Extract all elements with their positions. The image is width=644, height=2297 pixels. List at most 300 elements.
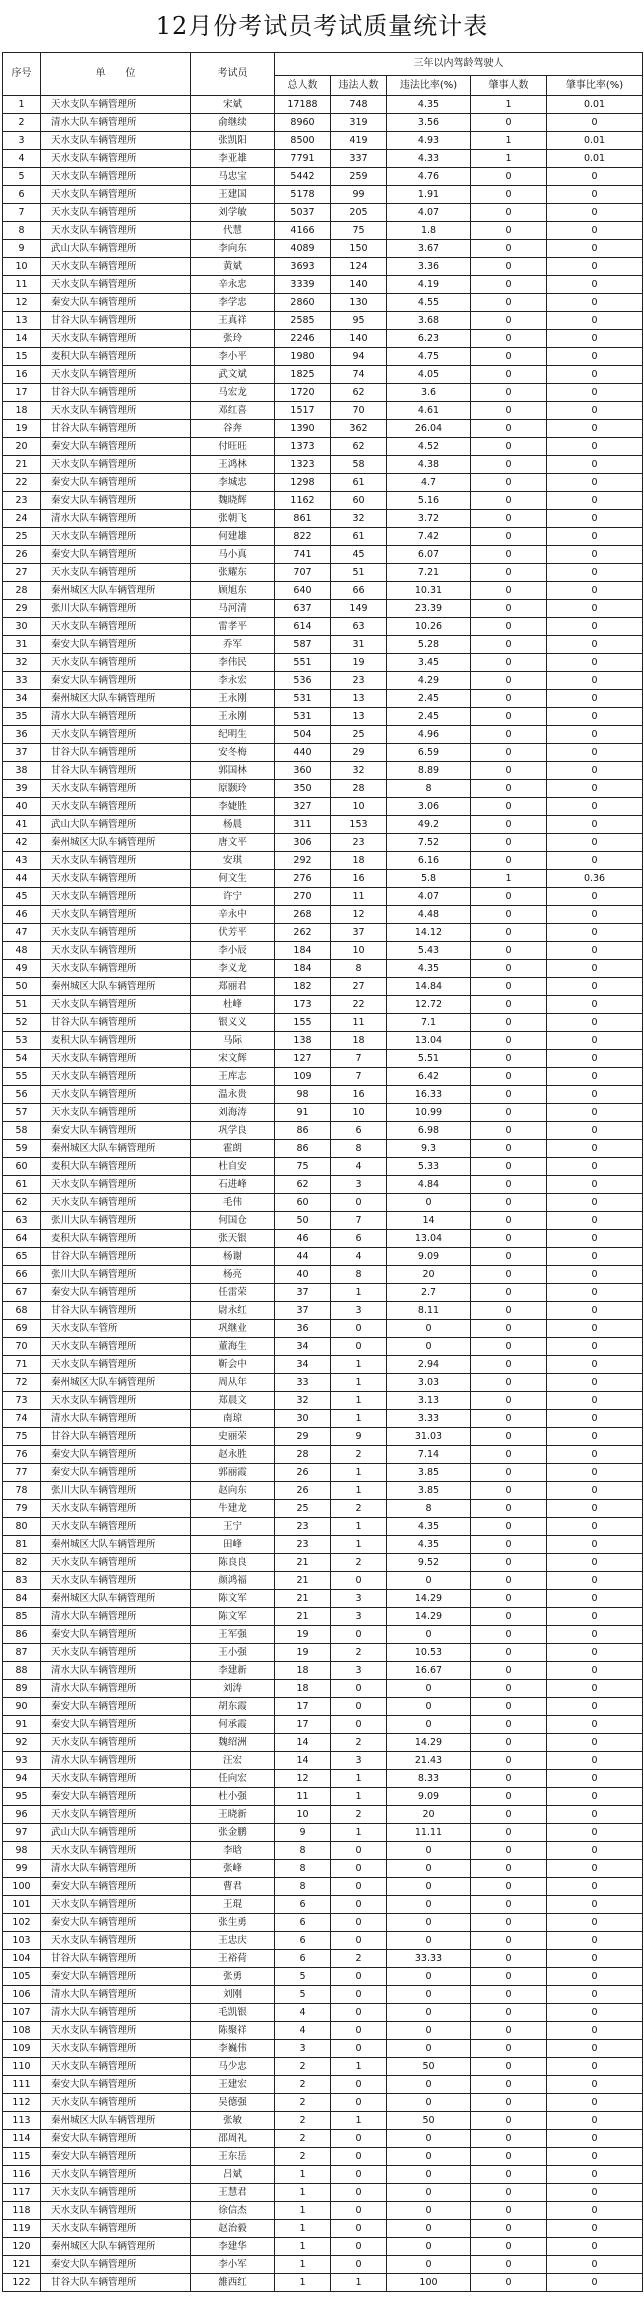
cell-accident-count: 0 — [471, 2040, 547, 2058]
table-row — [3, 474, 643, 492]
cell-seq: 110 — [3, 2058, 41, 2076]
table-row — [3, 1968, 643, 1986]
cell-accident-count: 0 — [471, 582, 547, 600]
cell-violators: 74 — [331, 366, 387, 384]
cell-accident-count: 0 — [471, 240, 547, 258]
cell-violators: 0 — [331, 1626, 387, 1644]
cell-seq: 44 — [3, 870, 41, 888]
cell-accident-rate: 0 — [547, 852, 643, 870]
cell-total: 861 — [275, 510, 331, 528]
cell-accident-rate: 0 — [547, 960, 643, 978]
cell-violation-rate: 0 — [387, 2004, 471, 2022]
cell-examiner: 张玲 — [191, 330, 275, 348]
cell-violation-rate: 7.52 — [387, 834, 471, 852]
cell-examiner: 张朝飞 — [191, 510, 275, 528]
cell-unit: 天水支队车辆管理所 — [41, 726, 191, 744]
table-row — [3, 1554, 643, 1572]
cell-total: 1323 — [275, 456, 331, 474]
cell-total: 350 — [275, 780, 331, 798]
cell-examiner: 王忠庆 — [191, 1932, 275, 1950]
cell-violators: 1 — [331, 2274, 387, 2292]
cell-accident-rate: 0 — [547, 1284, 643, 1302]
cell-examiner: 陈良良 — [191, 1554, 275, 1572]
cell-examiner: 王永刚 — [191, 690, 275, 708]
cell-accident-rate: 0.01 — [547, 150, 643, 168]
cell-total: 12 — [275, 1770, 331, 1788]
cell-violation-rate: 0 — [387, 2148, 471, 2166]
cell-violation-rate: 16.33 — [387, 1086, 471, 1104]
cell-seq: 95 — [3, 1788, 41, 1806]
cell-examiner: 刘涛 — [191, 1680, 275, 1698]
cell-seq: 29 — [3, 600, 41, 618]
cell-violation-rate: 0 — [387, 1338, 471, 1356]
cell-violators: 10 — [331, 1104, 387, 1122]
cell-unit: 秦州城区大队车辆管理所 — [41, 2238, 191, 2256]
table-row — [3, 870, 643, 888]
cell-total: 1 — [275, 2202, 331, 2220]
cell-seq: 85 — [3, 1608, 41, 1626]
cell-accident-rate: 0 — [547, 1140, 643, 1158]
cell-accident-count: 0 — [471, 348, 547, 366]
cell-examiner: 吴德强 — [191, 2094, 275, 2112]
cell-violators: 8 — [331, 960, 387, 978]
table-row — [3, 1842, 643, 1860]
cell-total: 37 — [275, 1302, 331, 1320]
cell-seq: 23 — [3, 492, 41, 510]
cell-unit: 天水支队车辆管理所 — [41, 888, 191, 906]
cell-unit: 清水大队车辆管理所 — [41, 114, 191, 132]
table-row — [3, 942, 643, 960]
cell-violation-rate: 0 — [387, 2076, 471, 2094]
cell-examiner: 刘刚 — [191, 1986, 275, 2004]
cell-total: 17 — [275, 1698, 331, 1716]
cell-unit: 甘谷大队车辆管理所 — [41, 1014, 191, 1032]
cell-unit: 秦安大队车辆管理所 — [41, 1968, 191, 1986]
cell-accident-rate: 0 — [547, 240, 643, 258]
cell-examiner: 郭国林 — [191, 762, 275, 780]
cell-violators: 0 — [331, 1698, 387, 1716]
cell-accident-rate: 0 — [547, 330, 643, 348]
cell-violators: 149 — [331, 600, 387, 618]
cell-accident-rate: 0 — [547, 2184, 643, 2202]
cell-examiner: 王琨 — [191, 1896, 275, 1914]
table-row — [3, 960, 643, 978]
cell-accident-count: 0 — [471, 384, 547, 402]
cell-examiner: 王东岳 — [191, 2148, 275, 2166]
cell-unit: 天水支队车辆管理所 — [41, 798, 191, 816]
cell-total: 28 — [275, 1446, 331, 1464]
cell-accident-rate: 0 — [547, 2130, 643, 2148]
cell-examiner: 张天银 — [191, 1230, 275, 1248]
cell-total: 614 — [275, 618, 331, 636]
cell-accident-count: 0 — [471, 978, 547, 996]
table-row — [3, 114, 643, 132]
cell-seq: 106 — [3, 1986, 41, 2004]
table-row — [3, 1572, 643, 1590]
cell-seq: 49 — [3, 960, 41, 978]
cell-seq: 26 — [3, 546, 41, 564]
cell-total: 2860 — [275, 294, 331, 312]
cell-examiner: 毛伟 — [191, 1194, 275, 1212]
cell-accident-rate: 0 — [547, 1734, 643, 1752]
cell-unit: 麦积大队车辆管理所 — [41, 1158, 191, 1176]
cell-seq: 93 — [3, 1752, 41, 1770]
table-row — [3, 258, 643, 276]
cell-unit: 清水大队车辆管理所 — [41, 708, 191, 726]
cell-examiner: 唐文平 — [191, 834, 275, 852]
cell-unit: 天水支队车辆管理所 — [41, 1176, 191, 1194]
cell-violators: 0 — [331, 1878, 387, 1896]
cell-accident-rate: 0 — [547, 1896, 643, 1914]
cell-unit: 天水支队车辆管理所 — [41, 2094, 191, 2112]
cell-unit: 天水支队车辆管理所 — [41, 2220, 191, 2238]
cell-violation-rate: 4.75 — [387, 348, 471, 366]
cell-violators: 0 — [331, 2094, 387, 2112]
cell-seq: 43 — [3, 852, 41, 870]
cell-seq: 7 — [3, 204, 41, 222]
cell-accident-count: 0 — [471, 1392, 547, 1410]
cell-accident-rate: 0 — [547, 618, 643, 636]
cell-violators: 0 — [331, 1932, 387, 1950]
cell-unit: 秦安大队车辆管理所 — [41, 672, 191, 690]
table-row — [3, 402, 643, 420]
cell-examiner: 何文生 — [191, 870, 275, 888]
table-row — [3, 924, 643, 942]
cell-accident-rate: 0 — [547, 1374, 643, 1392]
cell-accident-rate: 0 — [547, 1626, 643, 1644]
cell-violators: 259 — [331, 168, 387, 186]
cell-seq: 107 — [3, 2004, 41, 2022]
cell-unit: 天水支队车辆管理所 — [41, 150, 191, 168]
cell-accident-count: 0 — [471, 1860, 547, 1878]
cell-total: 1720 — [275, 384, 331, 402]
cell-violators: 19 — [331, 654, 387, 672]
cell-unit: 天水支队车辆管理所 — [41, 996, 191, 1014]
cell-accident-rate: 0 — [547, 1050, 643, 1068]
cell-examiner: 王晓新 — [191, 1806, 275, 1824]
cell-violation-rate: 9.52 — [387, 1554, 471, 1572]
cell-violation-rate: 9.09 — [387, 1248, 471, 1266]
cell-total: 30 — [275, 1410, 331, 1428]
cell-unit: 天水支队车辆管理所 — [41, 168, 191, 186]
cell-examiner: 杜峰 — [191, 996, 275, 1014]
cell-examiner: 郑晨文 — [191, 1392, 275, 1410]
cell-unit: 天水支队车辆管理所 — [41, 852, 191, 870]
cell-violation-rate: 16.67 — [387, 1662, 471, 1680]
cell-accident-count: 0 — [471, 312, 547, 330]
cell-total: 2 — [275, 2130, 331, 2148]
table-row — [3, 1068, 643, 1086]
cell-accident-count: 0 — [471, 1950, 547, 1968]
cell-total: 531 — [275, 690, 331, 708]
cell-accident-rate: 0 — [547, 2022, 643, 2040]
cell-accident-rate: 0 — [547, 888, 643, 906]
cell-total: 1 — [275, 2256, 331, 2274]
cell-unit: 天水支队车辆管理所 — [41, 276, 191, 294]
cell-violation-rate: 0 — [387, 2238, 471, 2256]
cell-violation-rate: 4.07 — [387, 204, 471, 222]
table-row — [3, 2220, 643, 2238]
cell-violators: 1 — [331, 1284, 387, 1302]
cell-violators: 51 — [331, 564, 387, 582]
cell-unit: 天水支队车辆管理所 — [41, 186, 191, 204]
cell-accident-rate: 0 — [547, 1212, 643, 1230]
cell-seq: 117 — [3, 2184, 41, 2202]
cell-examiner: 张金鹏 — [191, 1824, 275, 1842]
cell-accident-rate: 0 — [547, 1158, 643, 1176]
cell-violators: 1 — [331, 1464, 387, 1482]
cell-accident-rate: 0.01 — [547, 132, 643, 150]
cell-accident-count: 0 — [471, 2004, 547, 2022]
cell-total: 23 — [275, 1536, 331, 1554]
cell-accident-count: 0 — [471, 186, 547, 204]
header-examiner: 考试员 — [191, 53, 275, 96]
cell-examiner: 李永宏 — [191, 672, 275, 690]
cell-total: 262 — [275, 924, 331, 942]
cell-total: 34 — [275, 1338, 331, 1356]
cell-examiner: 刘海涛 — [191, 1104, 275, 1122]
cell-accident-count: 0 — [471, 438, 547, 456]
cell-violators: 153 — [331, 816, 387, 834]
cell-total: 6 — [275, 1896, 331, 1914]
cell-unit: 天水支队车辆管理所 — [41, 906, 191, 924]
cell-violators: 150 — [331, 240, 387, 258]
cell-violators: 2 — [331, 1950, 387, 1968]
cell-violators: 0 — [331, 1986, 387, 2004]
cell-examiner: 陈文军 — [191, 1608, 275, 1626]
table-row — [3, 492, 643, 510]
cell-violation-rate: 10.31 — [387, 582, 471, 600]
cell-total: 14 — [275, 1752, 331, 1770]
cell-total: 2 — [275, 2112, 331, 2130]
cell-accident-count: 0 — [471, 1068, 547, 1086]
table-row — [3, 1122, 643, 1140]
cell-total: 1390 — [275, 420, 331, 438]
cell-seq: 104 — [3, 1950, 41, 1968]
cell-violators: 0 — [331, 1194, 387, 1212]
table-row — [3, 1464, 643, 1482]
cell-accident-count: 0 — [471, 2094, 547, 2112]
cell-accident-count: 0 — [471, 2238, 547, 2256]
cell-violators: 0 — [331, 2238, 387, 2256]
cell-seq: 19 — [3, 420, 41, 438]
cell-violation-rate: 4.35 — [387, 1518, 471, 1536]
cell-accident-count: 0 — [471, 1428, 547, 1446]
table-row — [3, 330, 643, 348]
cell-violation-rate: 4.07 — [387, 888, 471, 906]
cell-examiner: 李小辰 — [191, 942, 275, 960]
cell-violators: 29 — [331, 744, 387, 762]
cell-violators: 1 — [331, 1482, 387, 1500]
table-body — [3, 96, 643, 2292]
cell-examiner: 付旺旺 — [191, 438, 275, 456]
cell-unit: 天水支队车辆管理所 — [41, 1644, 191, 1662]
cell-violation-rate: 0 — [387, 1572, 471, 1590]
cell-violation-rate: 14.12 — [387, 924, 471, 942]
cell-violation-rate: 0 — [387, 1932, 471, 1950]
cell-violation-rate: 0 — [387, 1896, 471, 1914]
cell-accident-rate: 0 — [547, 2040, 643, 2058]
cell-seq: 61 — [3, 1176, 41, 1194]
cell-accident-rate: 0 — [547, 1932, 643, 1950]
table-row — [3, 1032, 643, 1050]
cell-accident-count: 0 — [471, 600, 547, 618]
cell-accident-count: 0 — [471, 1122, 547, 1140]
cell-accident-count: 0 — [471, 258, 547, 276]
cell-seq: 41 — [3, 816, 41, 834]
cell-total: 155 — [275, 1014, 331, 1032]
cell-accident-rate: 0 — [547, 708, 643, 726]
cell-examiner: 杨晨 — [191, 816, 275, 834]
table-row — [3, 1374, 643, 1392]
cell-accident-rate: 0 — [547, 1104, 643, 1122]
cell-accident-rate: 0 — [547, 186, 643, 204]
cell-unit: 秦州城区大队车辆管理所 — [41, 1140, 191, 1158]
cell-examiner: 邓红喜 — [191, 402, 275, 420]
cell-violation-rate: 4.7 — [387, 474, 471, 492]
header-unit: 单 位 — [41, 53, 191, 96]
cell-examiner: 马小真 — [191, 546, 275, 564]
cell-seq: 60 — [3, 1158, 41, 1176]
cell-total: 62 — [275, 1176, 331, 1194]
cell-accident-count: 0 — [471, 1212, 547, 1230]
table-row — [3, 1752, 643, 1770]
table-row — [3, 348, 643, 366]
cell-violators: 0 — [331, 2166, 387, 2184]
cell-unit: 天水支队车辆管理所 — [41, 1806, 191, 1824]
cell-violation-rate: 3.85 — [387, 1464, 471, 1482]
cell-violation-rate: 3.68 — [387, 312, 471, 330]
cell-total: 8 — [275, 1842, 331, 1860]
cell-violation-rate: 0 — [387, 2130, 471, 2148]
cell-violators: 362 — [331, 420, 387, 438]
cell-accident-rate: 0 — [547, 906, 643, 924]
cell-accident-count: 0 — [471, 1734, 547, 1752]
cell-violators: 10 — [331, 798, 387, 816]
table-row — [3, 1518, 643, 1536]
cell-violation-rate: 0 — [387, 2040, 471, 2058]
cell-violators: 2 — [331, 1806, 387, 1824]
cell-accident-count: 0 — [471, 402, 547, 420]
table-row — [3, 1860, 643, 1878]
cell-total: 37 — [275, 1284, 331, 1302]
cell-unit: 秦安大队车辆管理所 — [41, 1878, 191, 1896]
table-row — [3, 2022, 643, 2040]
cell-total: 1373 — [275, 438, 331, 456]
cell-seq: 13 — [3, 312, 41, 330]
cell-accident-count: 0 — [471, 294, 547, 312]
cell-accident-rate: 0 — [547, 672, 643, 690]
cell-examiner: 王小强 — [191, 1644, 275, 1662]
cell-total: 5037 — [275, 204, 331, 222]
cell-examiner: 郭丽霞 — [191, 1464, 275, 1482]
cell-violation-rate: 26.04 — [387, 420, 471, 438]
cell-accident-rate: 0 — [547, 2256, 643, 2274]
cell-accident-rate: 0 — [547, 1266, 643, 1284]
cell-total: 640 — [275, 582, 331, 600]
cell-seq: 25 — [3, 528, 41, 546]
cell-examiner: 尉永红 — [191, 1302, 275, 1320]
cell-accident-count: 0 — [471, 888, 547, 906]
cell-seq: 120 — [3, 2238, 41, 2256]
cell-violators: 3 — [331, 1662, 387, 1680]
cell-unit: 清水大队车辆管理所 — [41, 1986, 191, 2004]
cell-total: 2 — [275, 2094, 331, 2112]
cell-total: 26 — [275, 1464, 331, 1482]
cell-examiner: 王建宏 — [191, 2076, 275, 2094]
cell-accident-count: 0 — [471, 222, 547, 240]
table-row — [3, 672, 643, 690]
table-row — [3, 2166, 643, 2184]
cell-unit: 天水支队车辆管理所 — [41, 1050, 191, 1068]
cell-examiner: 郑丽君 — [191, 978, 275, 996]
cell-violation-rate: 5.33 — [387, 1158, 471, 1176]
cell-total: 86 — [275, 1122, 331, 1140]
cell-seq: 116 — [3, 2166, 41, 2184]
cell-accident-count: 0 — [471, 1266, 547, 1284]
header-seq: 序号 — [3, 53, 41, 96]
cell-accident-rate: 0.36 — [547, 870, 643, 888]
cell-violation-rate: 0 — [387, 1626, 471, 1644]
table-row — [3, 726, 643, 744]
cell-accident-count: 0 — [471, 1158, 547, 1176]
cell-examiner: 靳会中 — [191, 1356, 275, 1374]
cell-total: 109 — [275, 1068, 331, 1086]
cell-total: 18 — [275, 1680, 331, 1698]
cell-seq: 101 — [3, 1896, 41, 1914]
cell-accident-count: 0 — [471, 1680, 547, 1698]
cell-total: 32 — [275, 1392, 331, 1410]
cell-unit: 天水支队车管所 — [41, 1320, 191, 1338]
cell-accident-rate: 0 — [547, 582, 643, 600]
cell-unit: 甘谷大队车辆管理所 — [41, 1428, 191, 1446]
table-row — [3, 1050, 643, 1068]
cell-accident-count: 0 — [471, 1104, 547, 1122]
cell-examiner: 周从年 — [191, 1374, 275, 1392]
cell-violation-rate: 4.52 — [387, 438, 471, 456]
cell-accident-count: 0 — [471, 1446, 547, 1464]
cell-violation-rate: 6.07 — [387, 546, 471, 564]
cell-examiner: 董海生 — [191, 1338, 275, 1356]
cell-accident-rate: 0 — [547, 456, 643, 474]
cell-violators: 9 — [331, 1428, 387, 1446]
cell-total: 5442 — [275, 168, 331, 186]
cell-violators: 2 — [331, 1500, 387, 1518]
cell-accident-rate: 0 — [547, 798, 643, 816]
cell-examiner: 李建华 — [191, 2238, 275, 2256]
cell-examiner: 宋斌 — [191, 96, 275, 114]
cell-total: 44 — [275, 1248, 331, 1266]
cell-violation-rate: 23.39 — [387, 600, 471, 618]
cell-unit: 天水支队车辆管理所 — [41, 564, 191, 582]
stats-table — [2, 52, 643, 2292]
cell-violators: 130 — [331, 294, 387, 312]
table-row — [3, 294, 643, 312]
cell-seq: 22 — [3, 474, 41, 492]
table-row — [3, 1428, 643, 1446]
table-row — [3, 1446, 643, 1464]
cell-violation-rate: 3.72 — [387, 510, 471, 528]
cell-unit: 天水支队车辆管理所 — [41, 1842, 191, 1860]
cell-accident-rate: 0 — [547, 1860, 643, 1878]
cell-total: 23 — [275, 1518, 331, 1536]
cell-seq: 54 — [3, 1050, 41, 1068]
cell-total: 19 — [275, 1626, 331, 1644]
table-row — [3, 186, 643, 204]
cell-total: 4 — [275, 2022, 331, 2040]
cell-total: 360 — [275, 762, 331, 780]
cell-accident-rate: 0 — [547, 744, 643, 762]
